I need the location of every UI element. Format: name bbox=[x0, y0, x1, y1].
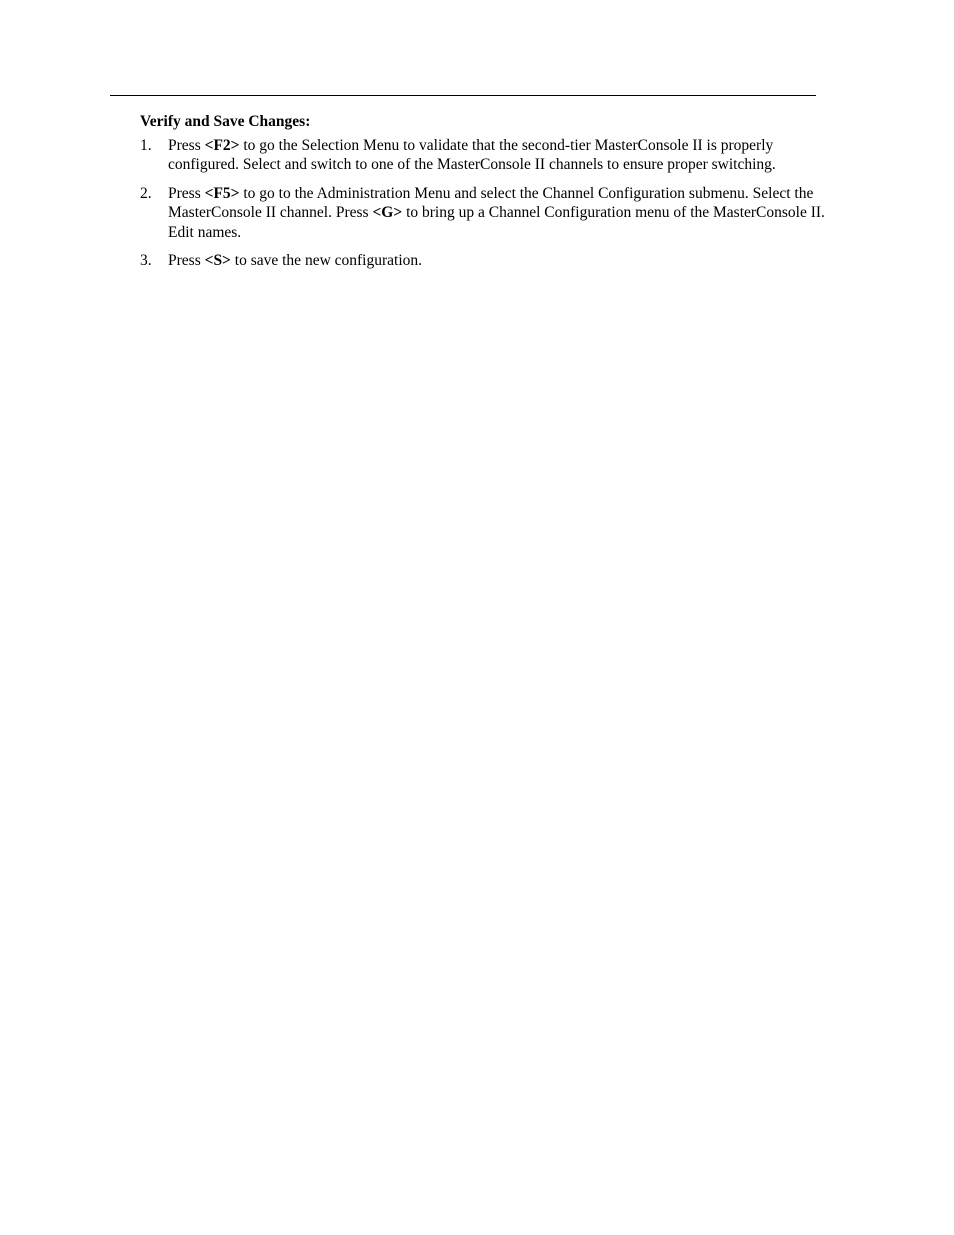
document-body bbox=[140, 112, 830, 280]
step-text-mid: to go to the Administration Menu and select the Channel Configuration submenu. Select the MasterConsole II channel. Press bbox=[168, 184, 814, 221]
step-text-post: to go the Selection Menu to validate that the second-tier MasterConsole II is properly configured. Select and switch to one of the MasterConsole II channels to ensure proper switching. bbox=[168, 136, 776, 173]
step-text-pre: Press bbox=[168, 184, 205, 202]
list-item bbox=[140, 251, 830, 271]
step-text-post: to bring up a Channel Configuration menu of the MasterConsole II. Edit names. bbox=[168, 204, 825, 241]
key-label: <S> bbox=[204, 252, 231, 269]
step-number: 2. bbox=[140, 184, 152, 202]
step-text bbox=[168, 185, 825, 241]
step-text bbox=[168, 252, 422, 269]
key-label: <F2> bbox=[204, 136, 240, 154]
list-item bbox=[140, 136, 830, 175]
step-text-post: to save the new configuration. bbox=[230, 252, 423, 269]
step-text-pre: Press bbox=[168, 252, 205, 269]
header-rule bbox=[110, 95, 816, 96]
key-label: <G> bbox=[372, 204, 403, 221]
list-item bbox=[140, 184, 830, 243]
step-text bbox=[168, 137, 776, 174]
section-heading: Verify and Save Changes: bbox=[140, 113, 311, 130]
steps-list bbox=[140, 136, 830, 271]
step-number: 3. bbox=[140, 252, 152, 269]
step-number: 1. bbox=[140, 136, 152, 154]
key-label: <F5> bbox=[204, 184, 240, 202]
step-text-pre: Press bbox=[168, 136, 205, 154]
